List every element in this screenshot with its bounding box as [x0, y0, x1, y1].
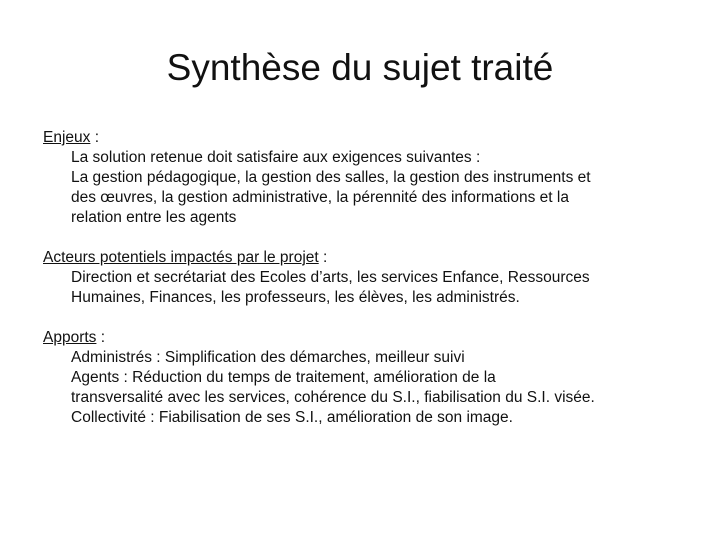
slide-title: Synthèse du sujet traité [166, 47, 554, 88]
section-heading-label: Acteurs potentiels impactés par le projet [43, 249, 319, 266]
section-line: Collectivité : Fiabilisation de ses S.I., amélioration de son image. [71, 409, 513, 426]
section-line: Humaines, Finances, les professeurs, les élèves, les administrés. [71, 289, 520, 306]
section-line: Direction et secrétariat des Ecoles d’arts, les services Enfance, Ressources [71, 269, 590, 286]
section-line: des œuvres, la gestion administrative, la pérennité des informations et la [71, 189, 569, 206]
section-line: Administrés : Simplification des démarches, meilleur suivi [71, 349, 465, 366]
section-heading [43, 328, 693, 348]
section-heading-colon: : [96, 329, 106, 346]
section-apports [43, 328, 693, 428]
section-heading [43, 248, 693, 268]
section-heading-colon: : [318, 249, 328, 266]
section-line: relation entre les agents [71, 209, 237, 226]
section-line: La gestion pédagogique, la gestion des salles, la gestion des instruments et [71, 169, 591, 186]
section-line: La solution retenue doit satisfaire aux exigences suivantes : [71, 149, 481, 166]
section-enjeux [43, 128, 693, 228]
section-heading [43, 128, 693, 148]
section-heading-colon: : [90, 129, 100, 146]
section-heading-label: Apports [43, 329, 97, 346]
section-heading-label: Enjeux [43, 129, 91, 146]
section-acteurs [43, 248, 693, 308]
slide-content [43, 128, 693, 428]
section-line: transversalité avec les services, cohérence du S.I., fiabilisation du S.I. visée. [71, 389, 595, 406]
section-line: Agents : Réduction du temps de traitement, amélioration de la [71, 369, 496, 386]
